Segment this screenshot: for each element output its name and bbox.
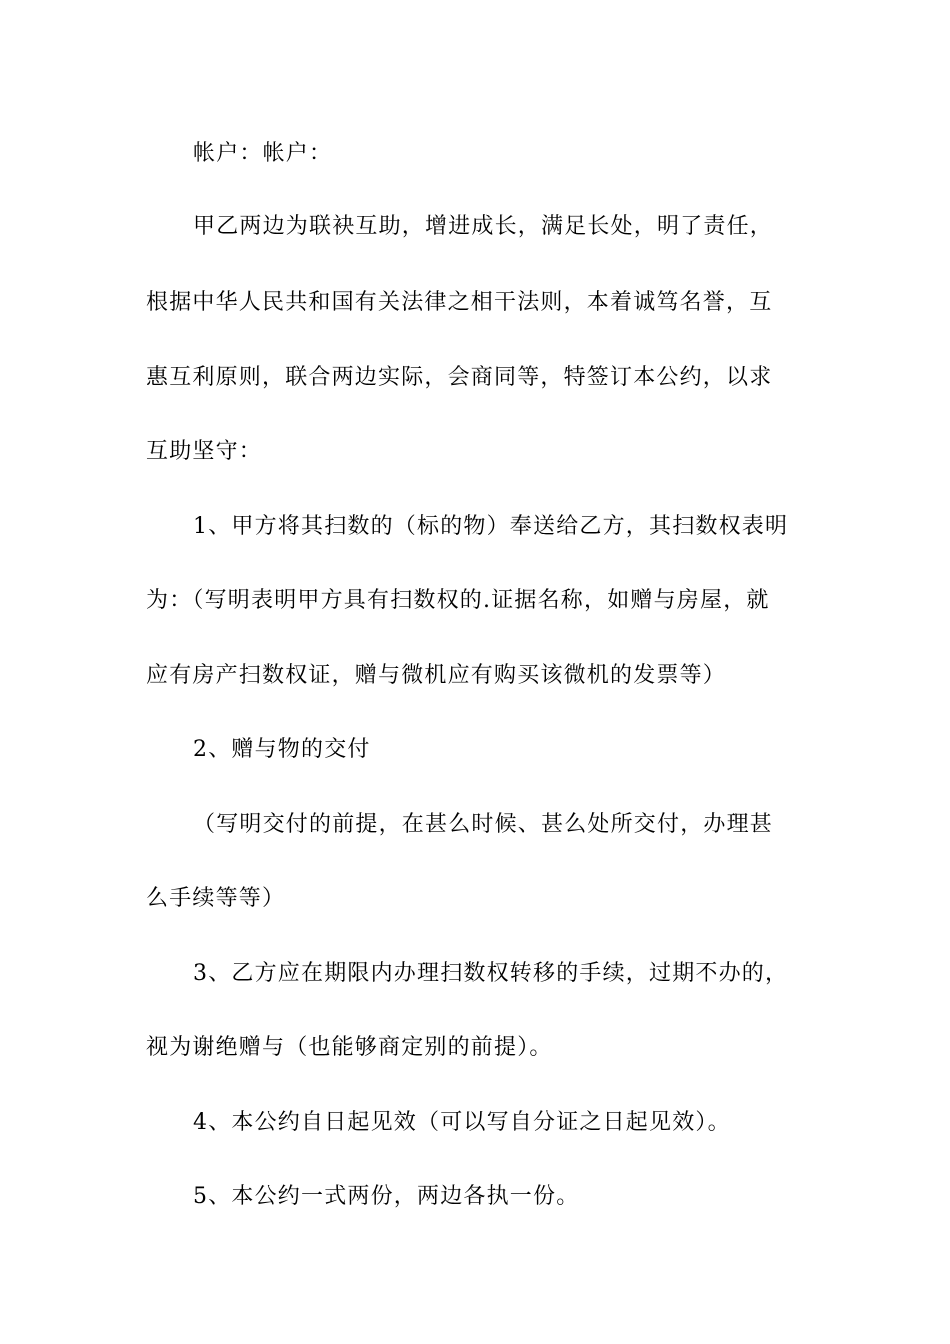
paragraph-line: 甲乙两边为联袂互助，增进成长，满足长处，明了责任，: [193, 214, 774, 239]
clause-1-line: 应有房产扫数权证，赠与微机应有购买该微机的发票等）: [146, 663, 727, 688]
clause-2-line: （写明交付的前提，在甚么时候、甚么处所交付，办理甚: [193, 812, 774, 837]
clause-5-line: 5、本公约一式两份，两边各执一份。: [193, 1184, 580, 1209]
account-line: 帐户：帐户：: [193, 141, 333, 166]
paragraph-line: 根据中华人民共和国有关法律之相干法则，本着诚笃名誉，互: [146, 290, 773, 315]
clause-3-line: 视为谢绝赠与（也能够商定别的前提）。: [146, 1035, 553, 1060]
paragraph-line: 惠互利原则，联合两边实际，会商同等，特签订本公约，以求: [146, 365, 773, 390]
clause-1-line: 1、甲方将其扫数的（标的物）奉送给乙方，其扫数权表明: [193, 514, 789, 539]
clause-4-line: 4、本公约自日起见效（可以写自分证之日起见效）。: [193, 1110, 731, 1135]
clause-2-heading: 2、赠与物的交付: [193, 737, 371, 762]
clause-2-line: 么手续等等）: [146, 886, 286, 911]
clause-3-line: 3、乙方应在期限内办理扫数权转移的手续，过期不办的，: [193, 961, 789, 986]
paragraph-line: 互助坚守：: [146, 439, 263, 464]
clause-1-line: 为：（写明表明甲方具有扫数权的.证据名称，如赠与房屋，就: [146, 588, 770, 613]
